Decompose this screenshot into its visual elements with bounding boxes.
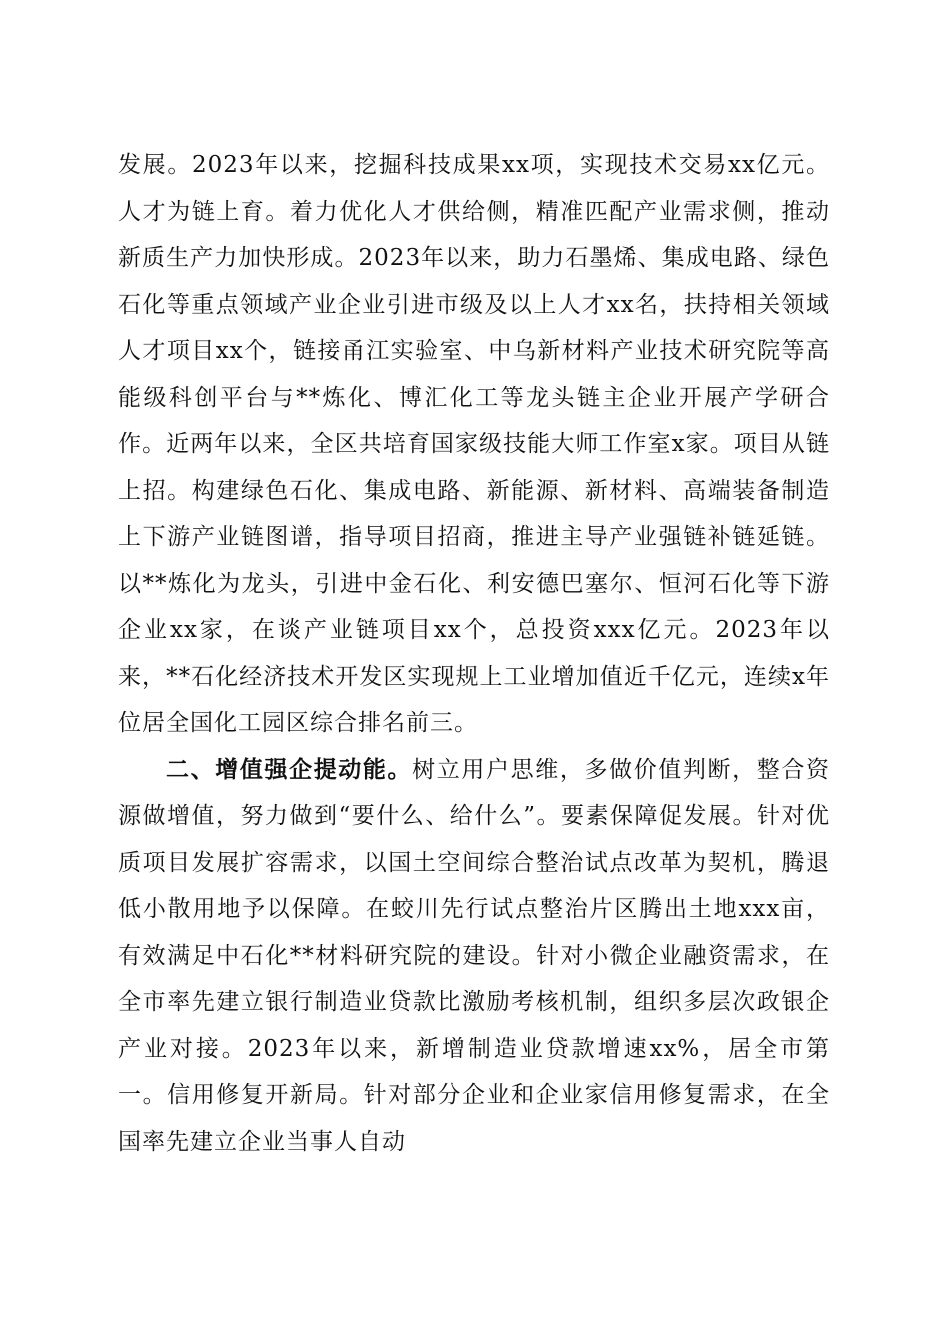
paragraph-section-two	[118, 747, 830, 1166]
paragraph-continuation: 发展。2023年以来，挖掘科技成果xx项，实现技术交易xx亿元。人才为链上育。着力优化人才供给侧，精准匹配产业需求侧，推动新质生产力加快形成。2023年以来，助力石墨烯、集成电路、绿色石化等重点领域产业企业引进市级及以上人才xx名，扶持相关领域人才项目xx个，链接甬江实验室、中乌新材料产业技术研究院等高能级科创平台与**炼化、博汇化工等龙头链主企业开展产学研合作。近两年以来，全区共培育国家级技能大师工作室x家。项目从链上招。构建绿色石化、集成电路、新能源、新材料、高端装备制造上下游产业链图谱，指导项目招商，推进主导产业强链补链延链。以**炼化为龙头，引进中金石化、利安德巴塞尔、恒河石化等下游企业xx家，在谈产业链项目xx个，总投资xxx亿元。2023年以来，**石化经济技术开发区实现规上工业增加值近千亿元，连续x年位居全国化工园区综合排名前三。	[118, 152, 830, 736]
section-body: 树立用户思维，多做价值判断，整合资源做增值，努力做到“要什么、给什么”。要素保障促发展。针对优质项目发展扩容需求，以国土空间综合整治试点改革为契机，腾退低小散用地予以保障。在蛟川先行试点整治片区腾出土地xxx亩，有效满足中石化**材料研究院的建设。针对小微企业融资需求，在全市率先建立银行制造业贷款比激励考核机制，组织多层次政银企产业对接。2023年以来，新增制造业贷款增速xx%，居全市第一。信用修复开新局。针对部分企业和企业家信用修复需求，在全国率先建立企业当事人自动	[118, 756, 831, 1155]
section-heading: 二、增值强企提动能。	[166, 756, 413, 783]
document-body	[118, 142, 830, 1165]
